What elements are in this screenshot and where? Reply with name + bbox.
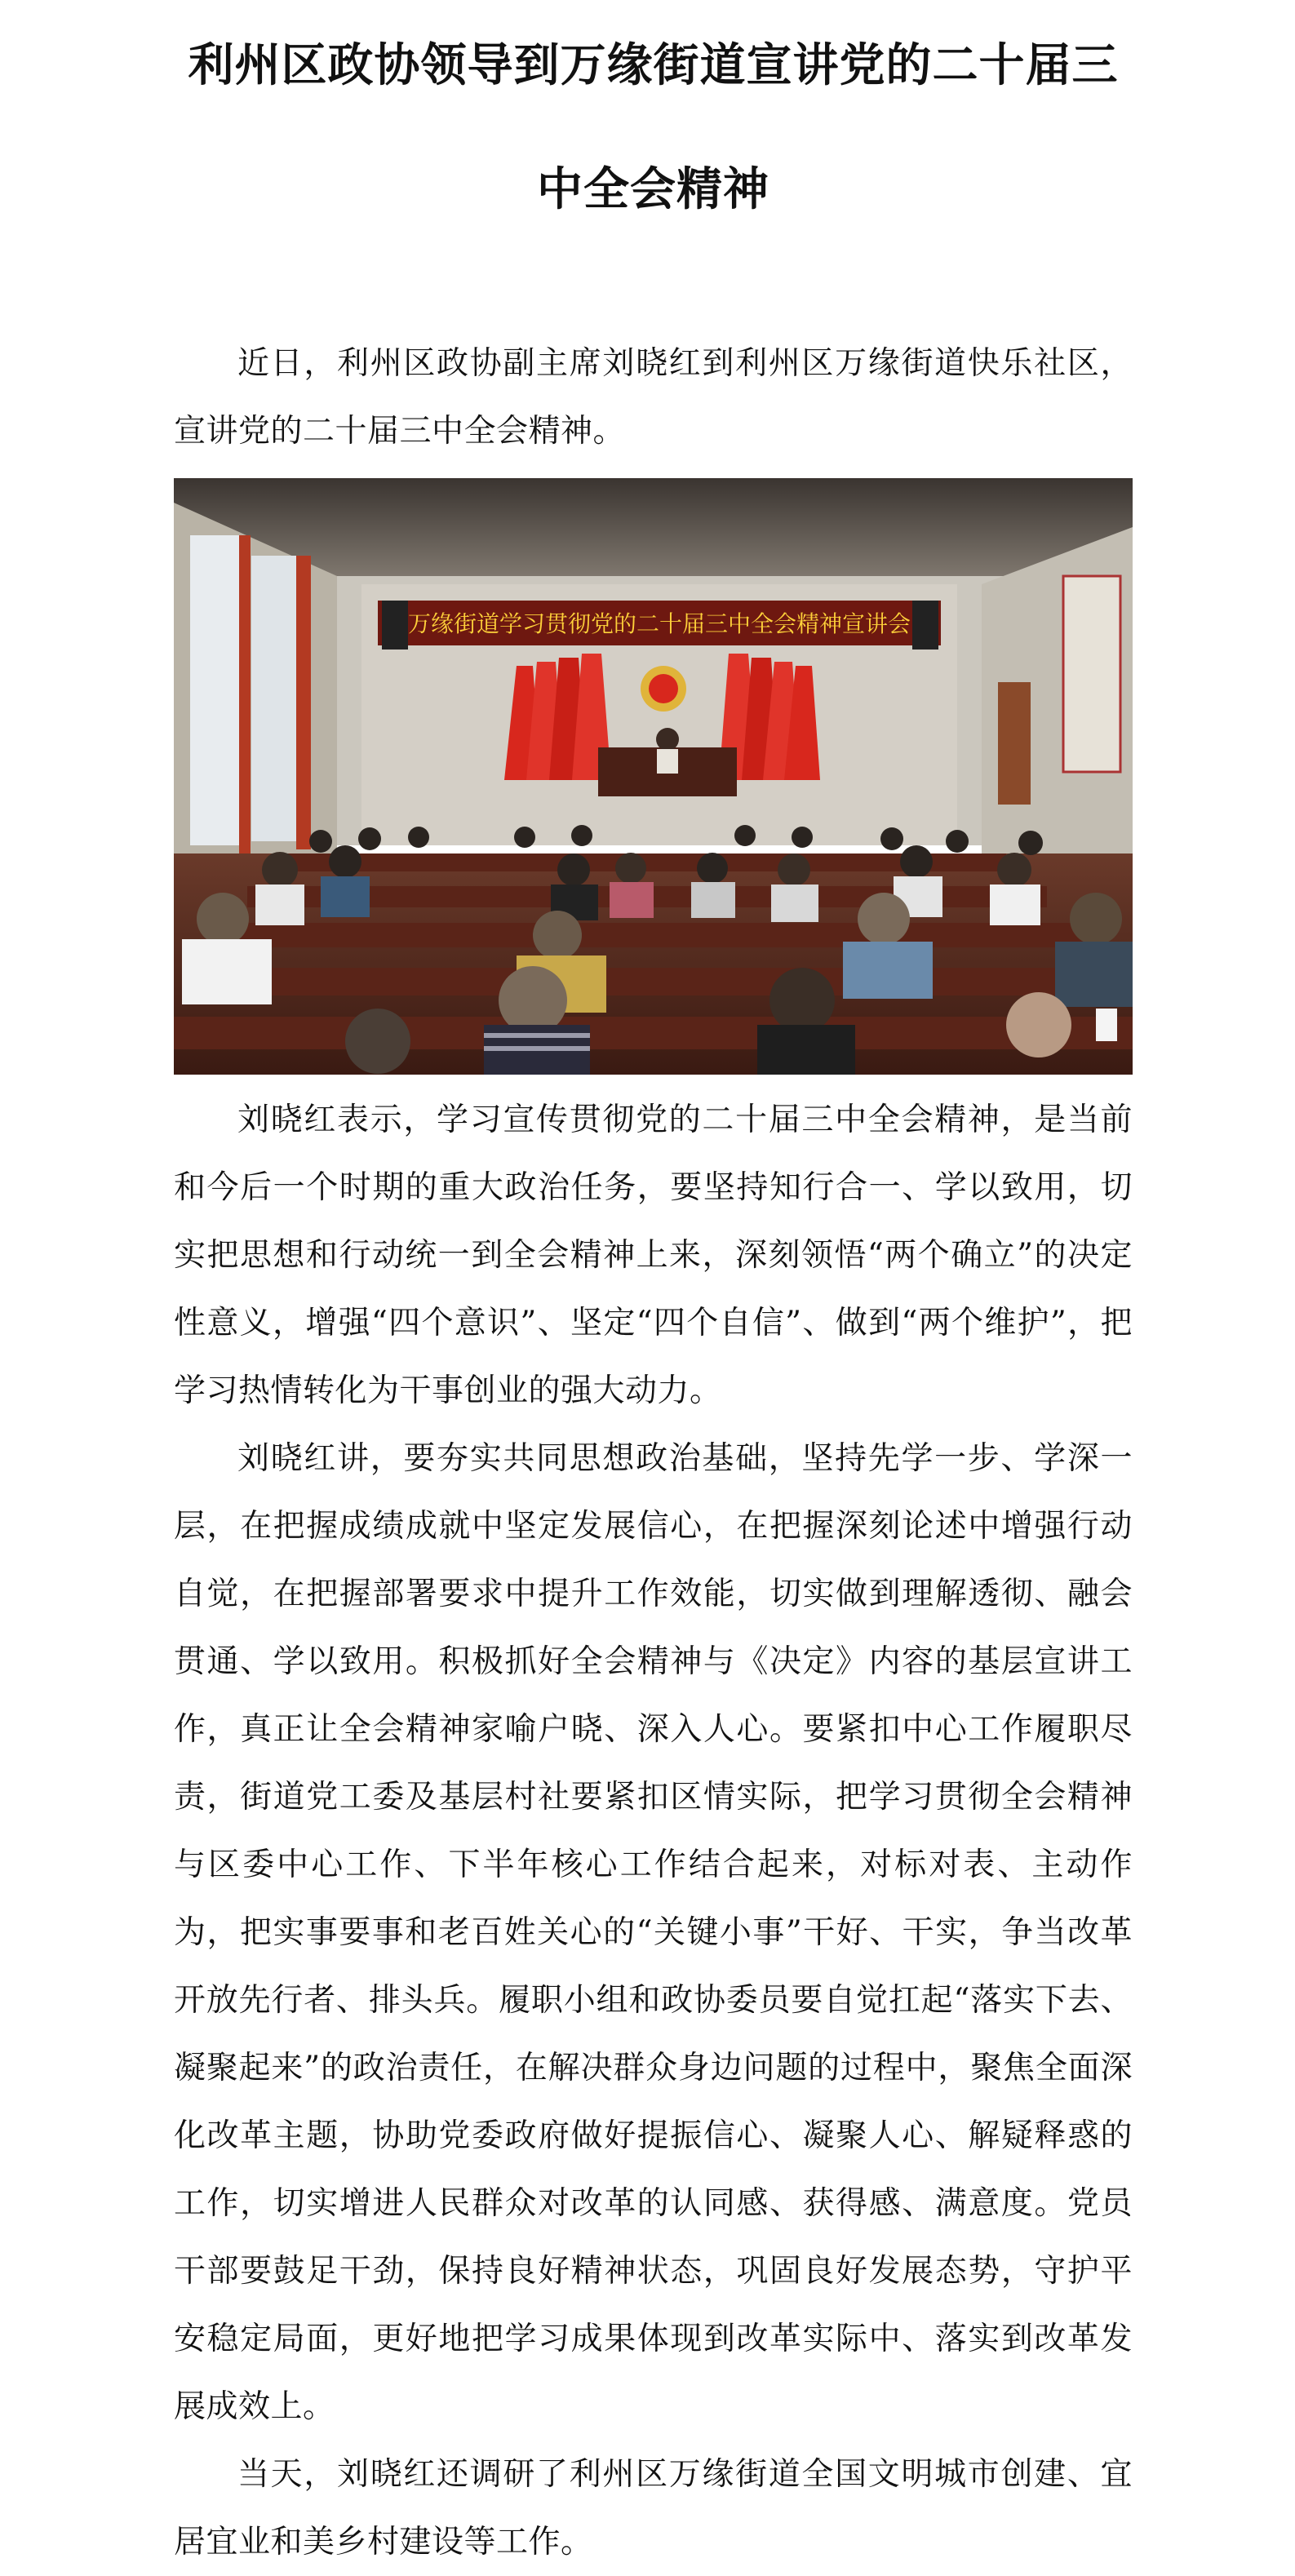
paragraph-speech-1: 刘晓红表示，学习宣传贯彻党的二十届三中全会精神，是当前和今后一个时期的重大政治任务，要坚持知行合一、学以致用，切实把思想和行动统一到全会精神上来，深刻领悟“两个确立”的决定性意义，增强“四个意识”、坚定“四个自信”、做到“两个维护”，把学习热情转化为干事创业的强大动力。 <box>174 1102 1133 1409</box>
article <box>174 0 1133 2576</box>
article-title: 利州区政协领导到万缘街道宣讲党的二十届三中全会精神 <box>188 38 1119 216</box>
meeting-photo <box>174 478 1133 1075</box>
banner-text: 万缘街道学习贯彻党的二十届三中全会精神宣讲会 <box>407 611 911 636</box>
meeting-photo-illustration <box>174 478 1133 1075</box>
paragraph-intro: 近日，利州区政协副主席刘晓红到利州区万缘街道快乐社区，宣讲党的二十届三中全会精神。 <box>174 345 1133 450</box>
paragraph-closing: 当天，刘晓红还调研了利州区万缘街道全国文明城市创建、宜居宜业和美乡村建设等工作。 <box>174 2456 1133 2560</box>
paragraph-speech-2: 刘晓红讲，要夯实共同思想政治基础，坚持先学一步、学深一层，在把握成绩成就中坚定发展信心，在把握深刻论述中增强行动自觉，在把握部署要求中提升工作效能，切实做到理解透彻、融会贯通、学以致用。积极抓好全会精神与《决定》内容的基层宣讲工作，真正让全会精神家喻户晓、深入人心。要紧扣中心工作履职尽责，街道党工委及基层村社要紧扣区情实际，把学习贯彻全会精神与区委中心工作、下半年核心工作结合起来，对标对表、主动作为，把实事要事和老百姓关心的“关键小事”干好、干实，争当改革开放先行者、排头兵。履职小组和政协委员要自觉扛起“落实下去、凝聚起来”的政治责任，在解决群众身边问题的过程中，聚焦全面深化改革主题，协助党委政府做好提振信心、凝聚人心、解疑释惑的工作，切实增进人民群众对改革的认同感、获得感、满意度。党员干部要鼓足干劲，保持良好精神状态，巩固良好发展态势，守护平安稳定局面，更好地把学习成果体现到改革实际中、落实到改革发展成效上。 <box>174 1440 1133 2425</box>
article-body <box>174 330 1133 2576</box>
